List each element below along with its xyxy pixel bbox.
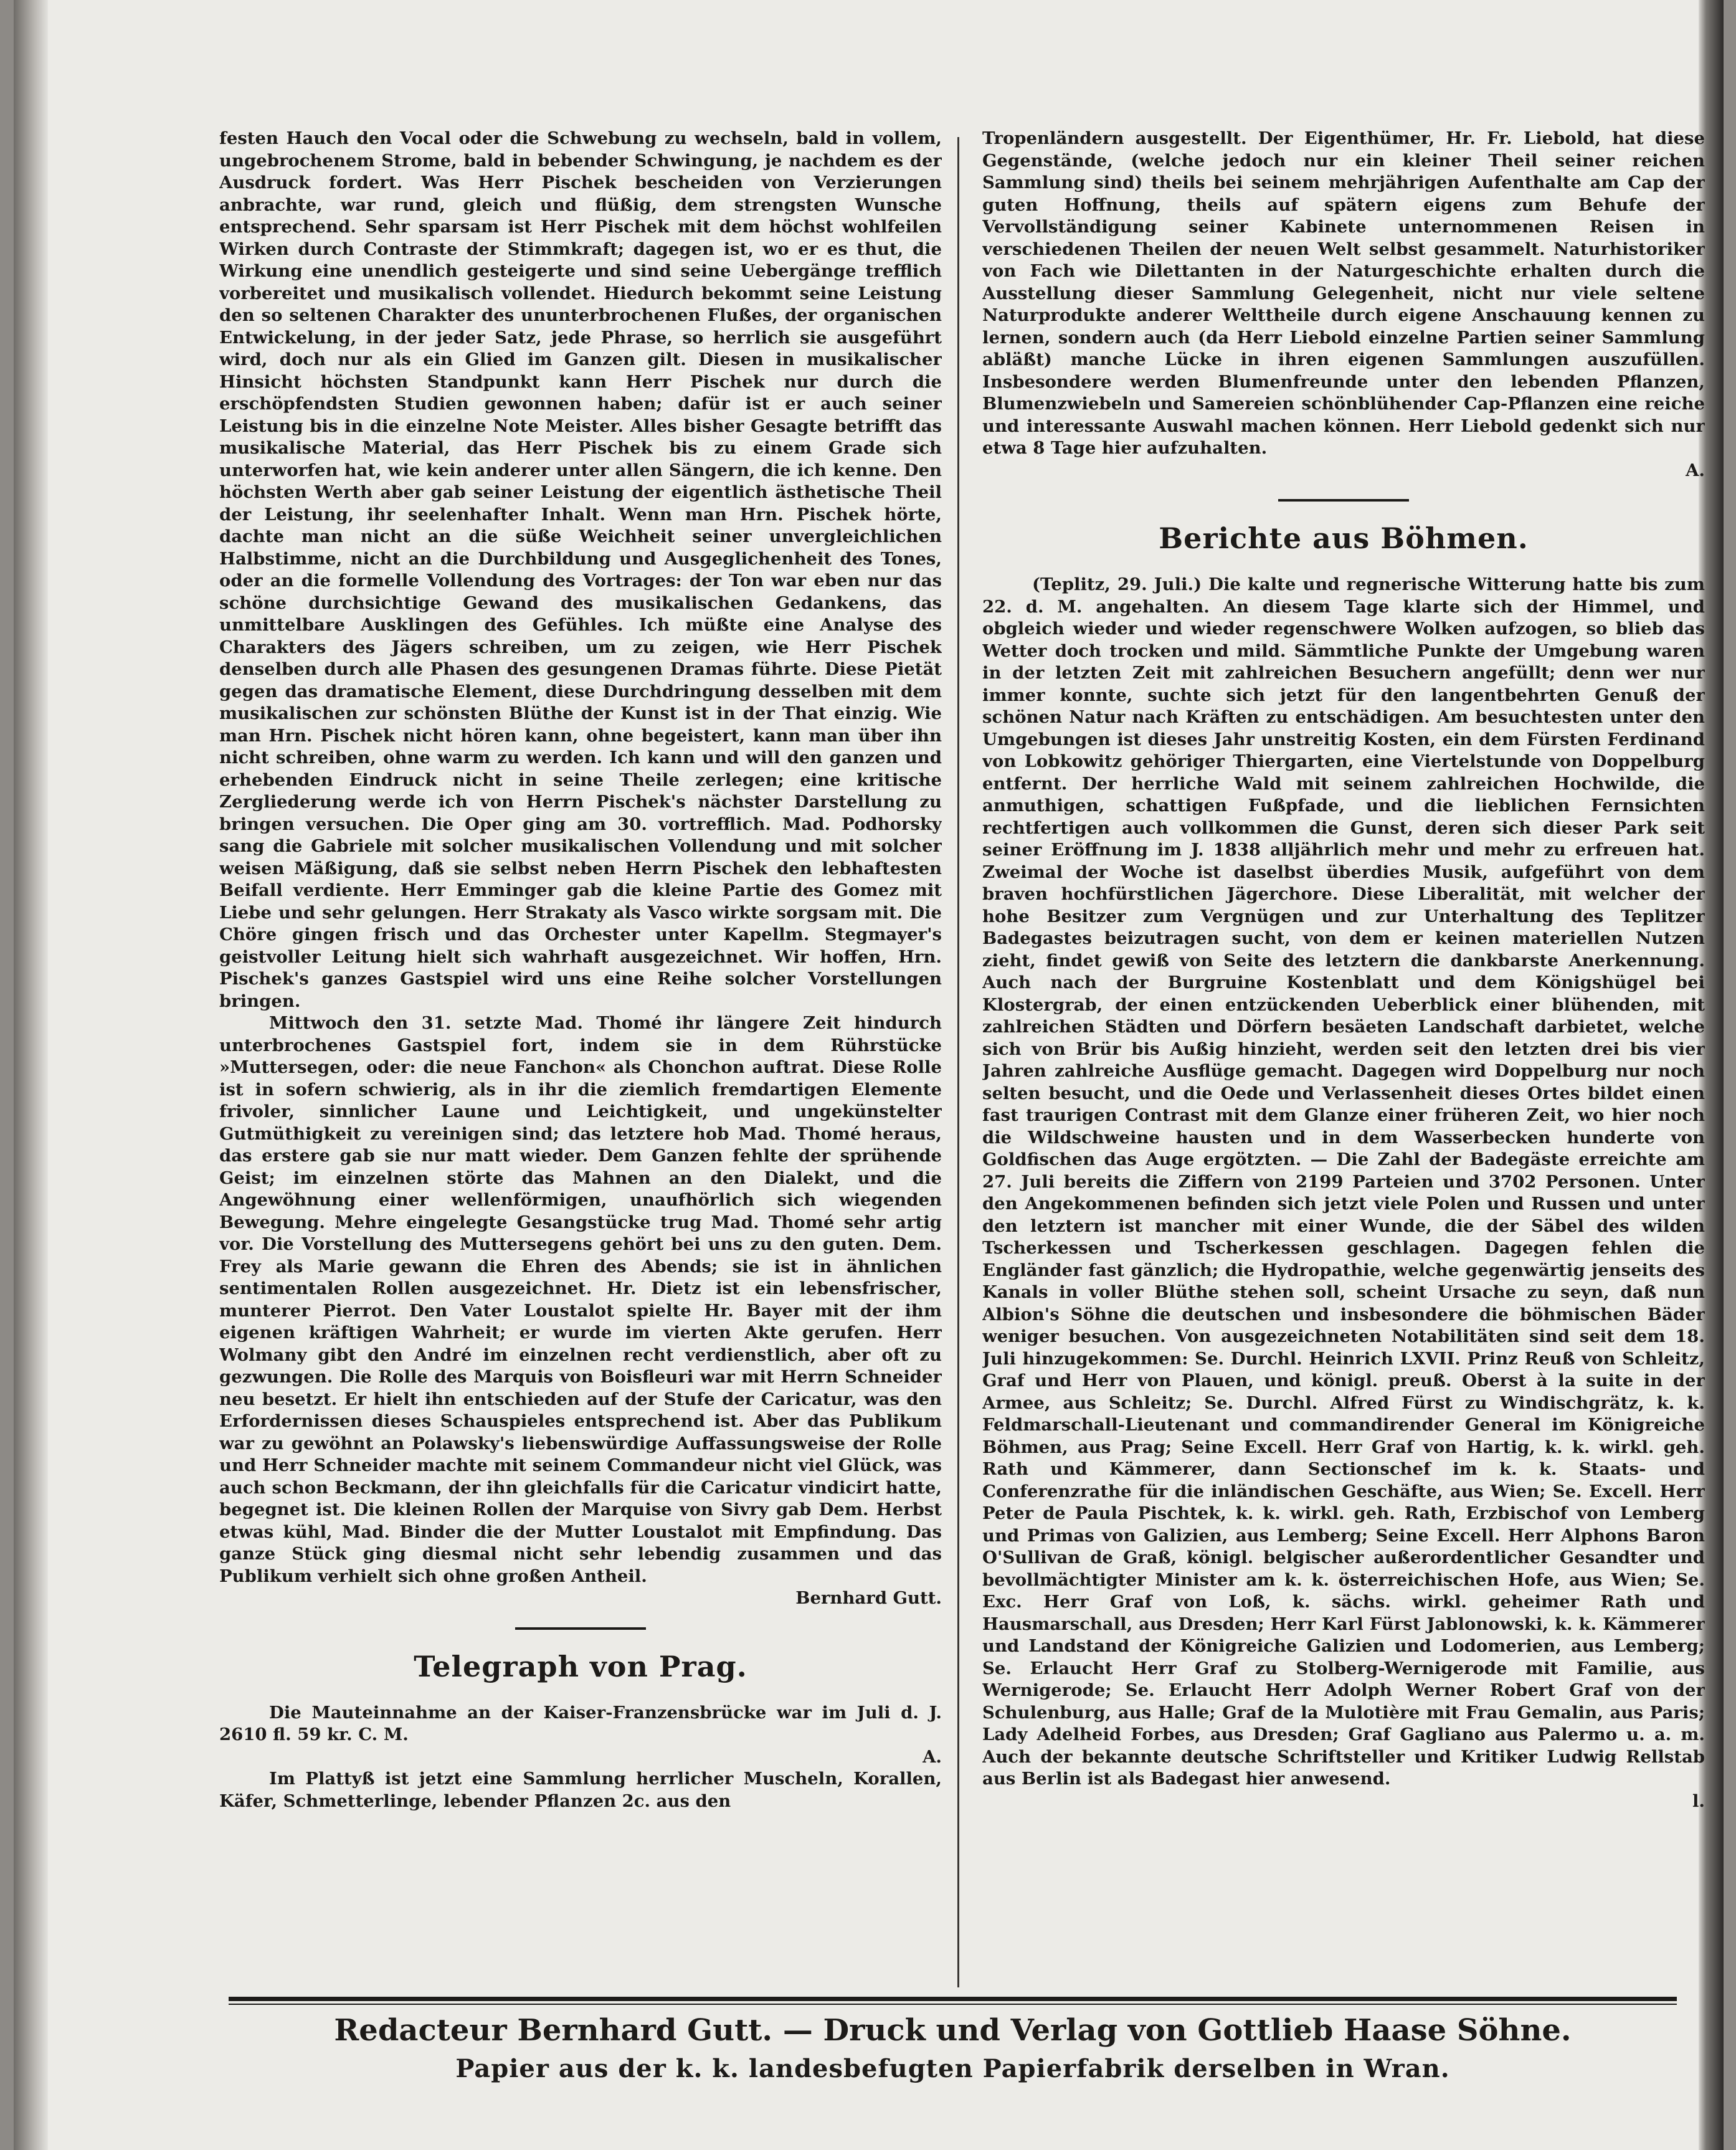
telegraph-paragraph-2-continued: Tropenländern ausgestellt. Der Eigenthümer, Hr. Fr. Liebold, hat diese Gegenstände, (welche jedoch nur ein kleiner Theil seiner reichen Sammlung sind) theils bei seinem mehrjährigen Aufenthalte am Cap der guten Hoffnung, theils auf spätern eigens zum Behufe der Vervollständigung seiner Kabinete unternommenen Reisen in verschiedenen Theilen der neuen Welt selbst gesammelt. Naturhistoriker von Fach wie Dilettanten in der Naturgeschichte erhalten durch die Ausstellung dieser Sammlung Gelegenheit, nicht nur viele seltene Naturprodukte anderer Welttheile durch eigene Anschauung kennen zu lernen, sondern auch (da Herr Liebold einzelne Partien seiner Sammlung abläßt) manche Lücke in ihren eigenen Sammlungen auszufüllen. Insbesondere werden Blumenfreunde unter den lebenden Pflanzen, Blumenzwiebeln und Samereien schönblühender Cap-Pflanzen eine reiche und interessante Auswahl machen können. Herr Liebold gedenkt sich nur etwa 8 Tage hier aufzuhalten.: [982, 128, 1705, 458]
footer-rule-thin: [229, 2004, 1677, 2005]
left-column: [219, 128, 942, 2031]
book-spine-shadow: [14, 0, 48, 2150]
column-rule: [957, 137, 959, 1987]
newspaper-page: [14, 0, 1724, 2150]
telegraph-paragraph-1: Die Mauteinnahme an der Kaiser-Franzensbrücke war im Juli d. J. 2610 fl. 59 kr. C. M.: [219, 1702, 942, 1744]
telegraph-signature-1: A.: [923, 1746, 942, 1767]
theatre-review-signature: Bernhard Gutt.: [795, 1588, 942, 1608]
bohemia-report-paragraph: (Teplitz, 29. Juli.) Die kalte und regnerische Witterung hatte bis zum 22. d. M. angehalten. An diesem Tage klarte sich der Himmel, und obgleich wieder und wieder regenschwere Wolken aufzogen, so blieb das Wetter doch trocken und mild. Sämmtliche Punkte der Umgebung waren in der letzten Zeit mit zahlreichen Besuchern angefüllt; denn wer nur immer konnte, suchte sich jetzt für den langentbehrten Genuß der schönen Natur nach Kräften zu entschädigen. Am besuchtesten unter den Umgebungen ist dieses Jahr unstreitig Kosten, ein dem Fürsten Ferdinand von Lobkowitz gehöriger Thiergarten, eine Viertelstunde von Doppelburg entfernt. Der herrliche Wald mit seinem zahlreichen Hochwilde, die anmuthigen, schattigen Fußpfade, und die lieblichen Fernsichten rechtfertigen auch vollkommen die Gunst, deren sich dieser Park seit seiner Eröffnung im J. 1838 alljährlich mehr und mehr zu erfreuen hat. Zweimal der Woche ist daselbst überdies Musik, aufgeführt von dem braven hochfürstlichen Jägerchore. Diese Liberalität, mit welcher der hohe Besitzer zum Vergnügen und zur Unterhaltung des Teplitzer Badegastes beizutragen sucht, von dem er keinen materiellen Nutzen zieht, findet gewiß von Seite des letztern die dankbarste Anerkennung. Auch nach der Burgruine Kostenblatt und dem Königshügel bei Klostergrab, der einen entzückenden Ueberblick einer blühenden, mit zahlreichen Städten und Dörfern besäeten Landschaft darbietet, welche sich von Brür bis Außig hinzieht, werden seit den letzten drei bis vier Jahren zahlreiche Ausflüge gemacht. Dagegen wird Doppelburg nur noch selten besucht, und die Oede und Verlassenheit dieses Ortes bildet einen fast traurigen Contrast mit dem Glanze einer früheren Zeit, wo hier noch die Wildschweine hausten und in dem Wasserbecken hunderte von Goldfischen das Auge ergötzten. — Die Zahl der Badegäste erreichte am 27. Juli bereits die Ziffern von 2199 Parteien und 3702 Personen. Unter den Angekommenen befinden sich jetzt viele Polen und Russen und unter den letztern ist mancher mit einer Wunde, die der Säbel des wilden Tscherkessen und Tscherkessen geschlagen. Dagegen fehlen die Engländer fast gänzlich; die Hydropathie, welche gegenwärtig jenseits des Kanals in voller Blüthe stehen soll, scheint Ursache zu seyn, daß nun Albion's Söhne die deutschen und insbesondere die böhmischen Bäder weniger besuchen. Von ausgezeichneten Notabilitäten sind seit dem 18. Juli hinzugekommen: Se. Durchl. Heinrich LXVII. Prinz Reuß von Schleitz, Graf und Herr von Plauen, und königl. preuß. Oberst à la suite in der Armee, aus Schleitz; Se. Durchl. Alfred Fürst zu Windischgrätz, k. k. Feldmarschall-Lieutenant und commandirender General im Königreiche Böhmen, aus Prag; Seine Excell. Herr Graf von Hartig, k. k. wirkl. geh. Rath und Kämmerer, dann Sectionschef im k. k. Staats- und Conferenzrathe für die inländischen Geschäfte, aus Wien; Se. Excell. Herr Peter de Paula Pischtek, k. k. wirkl. geh. Rath, Erzbischof von Lemberg und Primas von Galizien, aus Lemberg; Seine Excell. Herr Alphons Baron O'Sullivan de Graß, königl. belgischer außerordentlicher Gesandter und bevollmächtigter Minister am k. k. österreichischen Hofe, aus Wien; Se. Exc. Herr Graf von Loß, k. sächs. wirkl. geheimer Rath und Hausmarschall, aus Dresden; Herr Karl Fürst Jablonowski, k. k. Kämmerer und Landstand der Königreiche Galizien und Lodomerien, aus Lemberg; Se. Erlaucht Herr Graf zu Stolberg-Wernigerode mit Familie, aus Wernigerode; Se. Erlaucht Herr Adolph Werner Robert Graf von der Schulenburg, aus Halle; Graf de la Mulotière mit Frau Gemalin, aus Paris; Lady Adelheid Forbes, aus Dresden; Graf Gagliano aus Palermo u. a. m. Auch der bekannte deutsche Schriftsteller und Kritiker Ludwig Rellstab aus Berlin ist als Badegast hier anwesend.: [982, 574, 1705, 1789]
footer-rule-thick: [229, 1997, 1677, 2001]
telegraph-paragraph-2: Im Plattyß ist jetzt eine Sammlung herrlicher Muscheln, Korallen, Käfer, Schmetterlinge, lebender Pflanzen 2c. aus den: [219, 1769, 942, 1811]
section-divider: [1278, 499, 1409, 502]
right-column: [982, 128, 1705, 2031]
section-divider: [515, 1627, 646, 1630]
imprint-line-1: Redacteur Bernhard Gutt. — Druck und Verlag von Gottlieb Haase Söhne.: [334, 2013, 1572, 2048]
section-heading-telegraph: Telegraph von Prag.: [414, 1649, 747, 1683]
imprint-line-2: Papier aus der k. k. landesbefugten Papierfabrik derselben in Wran.: [455, 2054, 1450, 2083]
section-heading-bohemia: Berichte aus Böhmen.: [1159, 521, 1529, 555]
theatre-review-paragraph-2: Mittwoch den 31. setzte Mad. Thomé ihr längere Zeit hindurch unterbrochenes Gastspiel fort, indem sie in dem Rührstücke »Muttersegen, oder: die neue Fanchon« als Chonchon auftrat. Diese Rolle ist in sofern schwierig, als in ihr die ziemlich fremdartigen Elemente frivoler, sinnlicher Laune und Leichtigkeit, und ungekünstelter Gutmüthigkeit zu vereinigen sind; das letztere hob Mad. Thomé heraus, das erstere gab sie nur matt wieder. Dem Ganzen fehlte der sprühende Geist; im einzelnen störte das Mahnen an den Dialekt, und die Angewöhnung einer wellenförmigen, unaufhörlich sich wiegenden Bewegung. Mehre eingelegte Gesangstücke trug Mad. Thomé sehr artig vor. Die Vorstellung des Muttersegens gehört bei uns zu den guten. Dem. Frey als Marie gewann die Ehren des Abends; sie ist in ähnlichen sentimentalen Rollen ausgezeichnet. Hr. Dietz ist ein lebensfrischer, munterer Pierrot. Den Vater Loustalot spielte Hr. Bayer mit der ihm eigenen kräftigen Wahrheit; er wurde im vierten Akte gerufen. Herr Wolmany gibt den André im einzelnen recht verdienstlich, aber oft zu gezwungen. Die Rolle des Marquis von Boisfleuri war mit Herrn Schneider neu besetzt. Er hielt ihn entschieden auf der Stufe der Caricatur, was den Erfordernissen dieses Schauspieles entsprechend ist. Aber das Publikum war zu gewöhnt an Polawsky's liebenswürdige Auffassungsweise der Rolle und Herr Schneider machte mit seinem Commandeur nicht viel Glück, was auch schon Beckmann, der ihn gleichfalls für die Caricatur vindicirt hatte, begegnet ist. Die kleinen Rollen der Marquise von Sivry gab Dem. Herbst etwas kühl, Mad. Binder die der Mutter Loustalot mit Empfindung. Das ganze Stück ging diesmal nicht sehr lebendig zusammen und das Publikum verhielt sich ohne großen Antheil.: [219, 1013, 942, 1586]
telegraph-signature-2: A.: [1686, 460, 1705, 480]
theatre-review-paragraph-1: festen Hauch den Vocal oder die Schwebung zu wechseln, bald in vollem, ungebrochenem Strome, bald in bebender Schwingung, je nachdem es der Ausdruck fordert. Was Herr Pischek bescheiden von Verzierungen anbrachte, war rund, gleich und flüßig, dem strengsten Wunsche entsprechend. Sehr sparsam ist Herr Pischek mit dem höchst wohlfeilen Wirken durch Contraste der Stimmkraft; dagegen ist, wo er es thut, die Wirkung eine unendlich gesteigerte und sind seine Uebergänge trefflich vorbereitet und musikalisch vollendet. Hiedurch bekommt seine Leistung den so seltenen Charakter des ununterbrochenen Flußes, der organischen Entwickelung, in der jeder Satz, jede Phrase, so herrlich sie ausgeführt wird, doch nur als ein Glied im Ganzen gilt. Diesen in musikalischer Hinsicht höchsten Standpunkt kann Herr Pischek nur durch die erschöpfendsten Studien gewonnen haben; dafür ist er auch seiner Leistung bis in die einzelne Note Meister. Alles bisher Gesagte betrifft das musikalische Material, das Herr Pischek bis zu einem Grade sich unterworfen hat, wie kein anderer unter allen Sängern, die ich kenne. Den höchsten Werth aber gab seiner Leistung der eigentlich ästhetische Theil der Leistung, ihr seelenhafter Inhalt. Wenn man Hrn. Pischek hörte, dachte man nicht an die süße Weichheit seiner unvergleichlichen Halbstimme, nicht an die Durchbildung und Ausgeglichenheit des Tones, oder an die formelle Vollendung des Vortrages: der Ton war eben nur das schöne durchsichtige Gewand des musikalischen Gedankens, das unmittelbare Ausklingen des Gefühles. Ich müßte eine Analyse des Charakters des Jägers schreiben, um zu zeigen, wie Herr Pischek denselben durch alle Phasen des gesungenen Dramas führte. Diese Pietät gegen das dramatische Element, diese Durchdringung desselben mit dem musikalischen zur schönsten Blüthe der Kunst ist in der That einzig. Wie man Hrn. Pischek nicht hören kann, ohne begeistert, kann man über ihn nicht schreiben, ohne warm zu werden. Ich kann und will den ganzen und erhebenden Eindruck nicht in seine Theile zerlegen; eine kritische Zergliederung werde ich von Herrn Pischek's nächster Darstellung zu bringen versuchen. Die Oper ging am 30. vortrefflich. Mad. Podhorsky sang die Gabriele mit solcher musikalischen Vollendung und mit solcher weisen Mäßigung, daß sie selbst neben Herrn Pischek den lebhaftesten Beifall verdiente. Herr Emminger gab die kleine Partie des Gomez mit Liebe und sehr gelungen. Herr Strakaty als Vasco wirkte sorgsam mit. Die Chöre gingen frisch und das Orchester unter Kapellm. Stegmayer's geistvoller Leitung hielt sich wahrhaft ausgezeichnet. Wir hoffen, Hrn. Pischek's ganzes Gastspiel wird uns eine Reihe solcher Vorstellungen bringen.: [219, 128, 942, 1011]
bohemia-report-signature: l.: [1692, 1791, 1705, 1811]
